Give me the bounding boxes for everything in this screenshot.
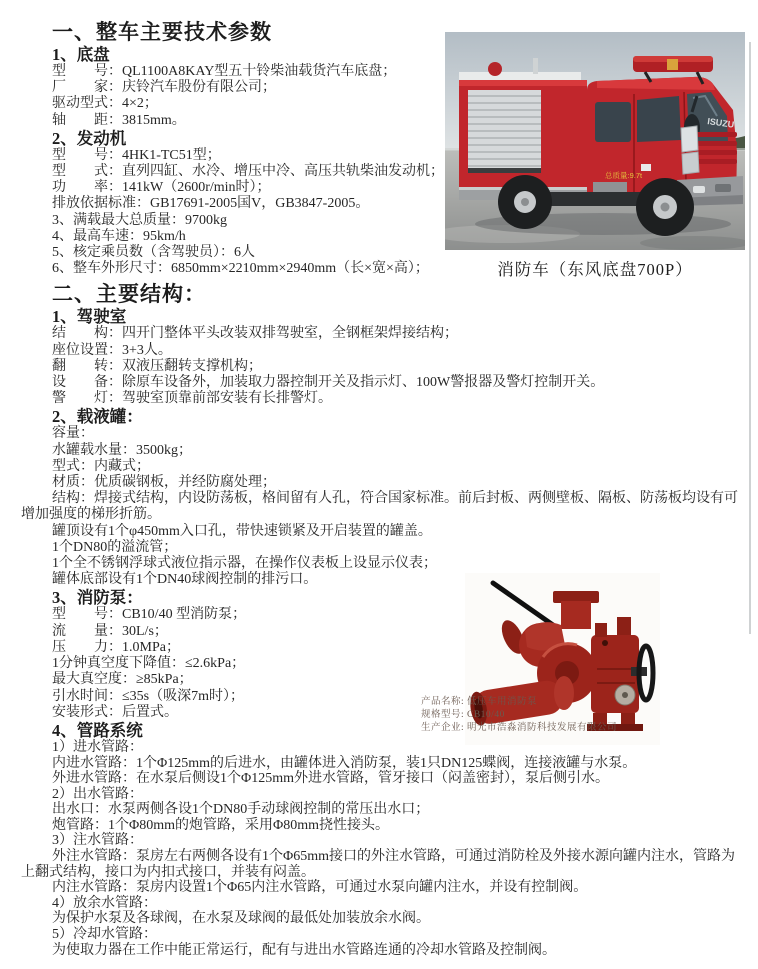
piping-inlet-heading: 1）进水管路： — [52, 739, 143, 755]
tank-capacity-line: 容量： — [52, 426, 94, 442]
cab-seats-line: 座位设置：3+3人。 — [52, 342, 172, 358]
pump-vacuum-drop-line: 1分钟真空度下降值：≤2.6kPa； — [52, 656, 246, 672]
piping-section — [21, 740, 746, 958]
dimensions-line: 6、整车外形尺寸：6850mm×2210mm×2940mm（长×宽×高）； — [52, 261, 429, 277]
piping-outlet-heading: 2）出水管路： — [52, 786, 143, 802]
piping-monitor-line: 炮管路：1个Φ80mm的炮管路，采用Φ80mm挠性接头。 — [52, 817, 390, 833]
piping-inner-fill-line: 内注水管路：泵房内设置1个Φ65内注水管路，可通过水泵向罐内注水，并设有控制阀。 — [52, 880, 588, 896]
section2-title: 二、主要结构： — [52, 282, 206, 307]
chassis-drive-line: 驱动型式：4×2； — [52, 96, 158, 112]
tank-heading: 2、载液罐： — [52, 407, 143, 427]
pump-heading: 3、消防泵： — [52, 588, 143, 608]
piping-outer-inlet-line: 外进水管路：在水泵后侧设1个Φ125mm外进水管路，管牙接口（闷盖密封），泵后侧引水。 — [52, 771, 610, 787]
pump-mounting-line: 安装形式：后置式。 — [52, 704, 178, 720]
tank-water-line: 水罐载水量：3500kg； — [52, 442, 192, 458]
tank-drain-line: 罐体底部设有1个DN40球阀控制的排污口。 — [52, 572, 318, 588]
engine-type-line: 型 式：直列四缸、水冷、增压中冷、高压共轨柴油发动机； — [52, 164, 444, 180]
max-speed-line: 4、最高车速：95km/h — [52, 228, 186, 244]
tank-manhole-line: 罐顶设有1个φ450mm入口孔，带快速锁紧及开启装置的罐盖。 — [52, 523, 432, 539]
gross-mass-line: 3、满载最大总质量：9700kg — [52, 212, 227, 228]
truck-photo — [445, 32, 745, 250]
cab-warnlight-line: 警 灯：驾驶室顶靠前部安装有长排警灯。 — [52, 391, 332, 407]
engine-model-line: 型 号：4HK1-TC51型； — [52, 147, 221, 163]
fire-truck-illustration — [445, 32, 745, 250]
chassis-wheelbase-line: 轴 距：3815mm。 — [52, 112, 186, 128]
section1-title: 一、整车主要技术参数 — [52, 20, 272, 44]
crew-line: 5、核定乘员数（含驾驶员）：6人 — [52, 245, 255, 261]
tank-material-line: 材质：优质碳钢板，并经防腐处理； — [52, 475, 276, 491]
truck-photo-caption: 消防车（东风底盘700P） — [497, 260, 693, 279]
piping-cooling-heading: 5）冷却水管路： — [52, 927, 157, 943]
pump-pressure-line: 压 力：1.0MPa； — [52, 639, 180, 655]
tank-gauge-line: 1个全不锈钢浮球式液位指示器，在操作仪表板上设显示仪表； — [52, 556, 437, 572]
tank-overflow-line: 1个DN80的溢流管； — [52, 539, 178, 555]
chassis-heading: 1、底盘 — [52, 45, 110, 64]
piping-outer-fill-line: 外注水管路：泵房左右两侧各设有1个Φ65mm接口的外注水管路，可通过消防栓及外接水源向罐内注水，管路为上翻式结构，接口为内扣式接口，并装有闷盖。 — [21, 849, 736, 880]
pump-model-line: 型 号：CB10/40 型消防泵； — [52, 607, 247, 623]
piping-heading: 4、管路系统 — [52, 720, 143, 740]
piping-fill-heading: 3）注水管路： — [52, 833, 143, 849]
tank-type-line: 型式：内藏式； — [52, 458, 150, 474]
pump-max-vacuum-line: 最大真空度：≥85kPa； — [52, 672, 193, 688]
engine-emission-line: 排放依据标准：GB17691-2005国V，GB3847-2005。 — [52, 196, 370, 212]
cab-structure-line: 结 构：四开门整体平头改装双排驾驶室，全钢框架焊接结构； — [52, 326, 458, 342]
engine-heading: 2、发动机 — [52, 128, 127, 148]
grille-brand-text: ISUZU — [706, 116, 735, 130]
pump-photo-labels — [421, 696, 651, 736]
cab-heading: 1、驾驶室 — [52, 307, 127, 327]
tank-structure-line: 结构：焊接式结构，内设防荡板，格间留有人孔，符合国家标准。前后封板、两侧壁板、隔板、防荡板均设有可增加强度的梯形折筋。 — [21, 491, 738, 523]
piping-residual-line: 为保护水泵及各球阀，在水泵及球阀的最低处加装放余水阀。 — [52, 911, 430, 927]
pump-model-label: 规格型号: CB10/40 — [421, 710, 505, 721]
door-label-text: 总质量:9.7t — [605, 171, 643, 180]
pump-product-name-label: 产品名称: 低压车用消防泵 — [421, 697, 538, 707]
cab-tilt-line: 翻 转：双液压翻转支撑机构； — [52, 358, 262, 374]
scan-edge-artifact — [749, 42, 751, 634]
piping-inner-inlet-line: 内进水管路：1个Φ125mm的后进水，由罐体进入消防泵，装1只DN125蝶阀，连接液罐与水泵。 — [52, 755, 637, 771]
piping-cooling-line: 为使取力器在工作中能正常运行，配有与进出水管路连通的冷却水管路及控制阀。 — [52, 942, 556, 958]
chassis-maker-line: 厂 家：庆铃汽车股份有限公司； — [52, 80, 276, 96]
pump-priming-line: 引水时间：≤35s（吸深7m时）； — [52, 688, 245, 704]
piping-outlet-line: 出水口：水泵两侧各设1个DN80手动球阀控制的常压出水口； — [52, 802, 430, 818]
cab-equipment-line: 设 备：除原车设备外，加装取力器控制开关及指示灯、100W警报器及警灯控制开关。 — [52, 375, 605, 391]
engine-power-line: 功 率：141kW（2600r/min时）； — [52, 180, 271, 196]
piping-residual-heading: 4）放余水管路： — [52, 895, 157, 911]
pump-flow-line: 流 量：30L/s； — [52, 623, 168, 639]
pump-manufacturer-label: 生产企业: 明光市浩淼消防科技发展有限公司 — [421, 723, 618, 734]
chassis-model-line: 型 号：QL1100A8KAY型五十铃柴油载货汽车底盘； — [52, 64, 397, 79]
